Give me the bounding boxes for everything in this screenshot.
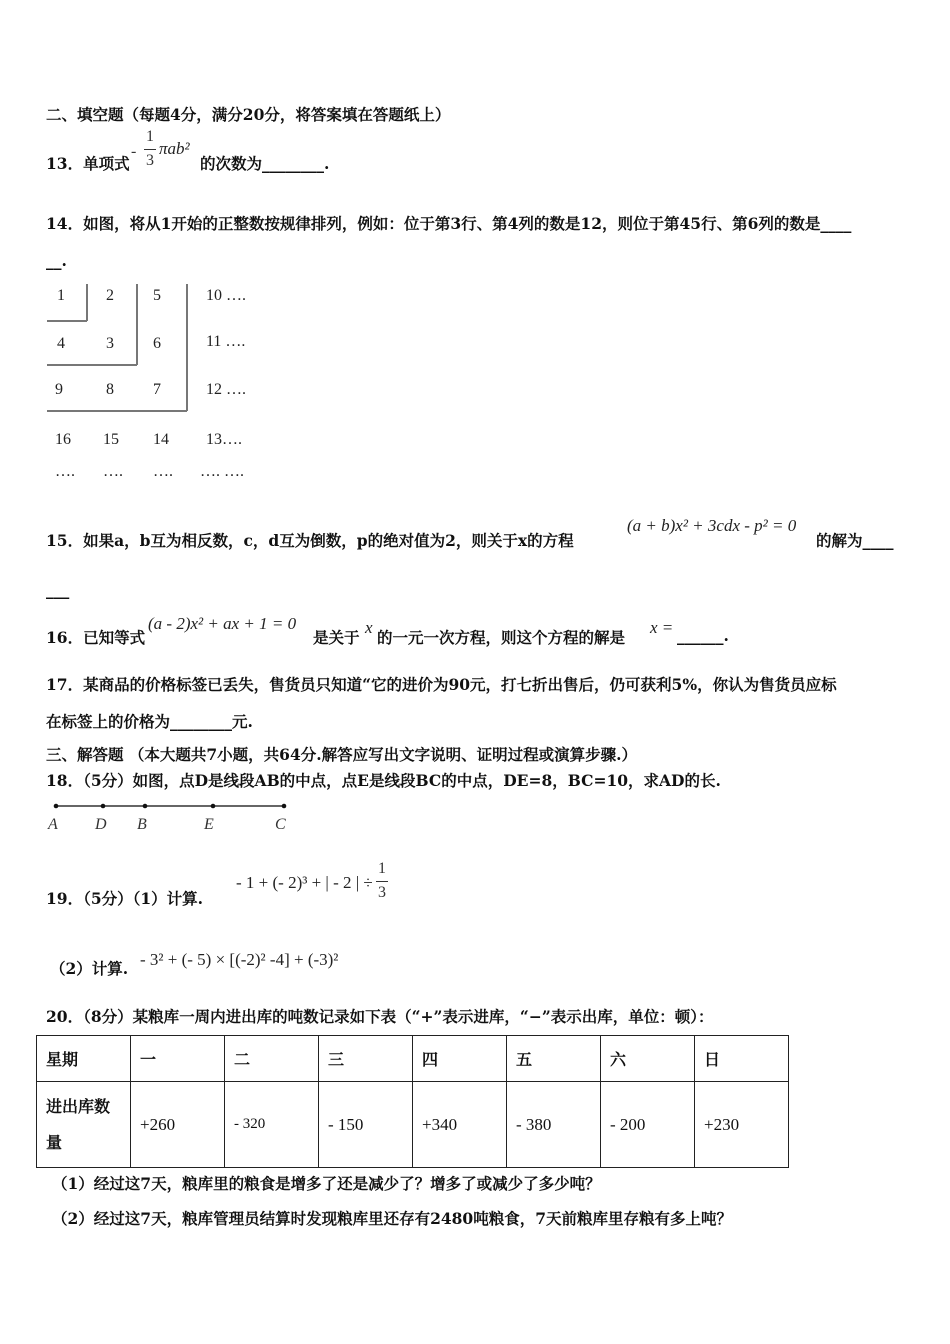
table-header-cell: 四 xyxy=(413,1036,507,1082)
q14-line2: __. xyxy=(46,251,67,270)
q13-prefix: 13．单项式 xyxy=(46,154,130,173)
grid-cell: 2 xyxy=(106,287,114,304)
q20-sub2: （2）经过这7天，粮库管理员结算时发现粮库里还存有2480吨粮食，7天前粮库里存粮有多上吨？ xyxy=(52,1209,732,1228)
q20-table xyxy=(36,1035,789,1168)
q19-part2: （2）计算. xyxy=(50,959,129,978)
point-c xyxy=(282,804,287,809)
row-label-line1: 进出库数 xyxy=(46,1096,111,1116)
table-row xyxy=(37,1082,789,1168)
table-cell: - 380 xyxy=(507,1082,601,1168)
table-header-cell: 日 xyxy=(695,1036,789,1082)
label-a: A xyxy=(48,816,58,833)
table-header-cell: 二 xyxy=(225,1036,319,1082)
grid-line-3h xyxy=(47,410,187,412)
grid-cell: 5 xyxy=(153,287,161,304)
q16-prefix: 16．已知等式 xyxy=(46,628,146,647)
q14-line1: 14．如图，将从1开始的正整数按规律排列，例如：位于第3行、第4列的数是12，则位于第45行、第6列的数是____ xyxy=(46,214,852,233)
q13-coef-num: 1 xyxy=(146,128,154,145)
q18-segment-figure xyxy=(44,797,304,837)
table-header-cell: 三 xyxy=(319,1036,413,1082)
grid-cell: 15 xyxy=(103,431,119,448)
q19-frac-bar xyxy=(376,881,388,882)
q13-term: πab² xyxy=(159,139,190,158)
point-e xyxy=(211,804,216,809)
grid-cell: …. xyxy=(55,463,75,480)
table-header-cell: 五 xyxy=(507,1036,601,1082)
grid-line-1v xyxy=(86,284,88,321)
table-cell: - 320 xyxy=(225,1082,319,1168)
grid-cell: …. …. xyxy=(200,463,244,480)
table-cell: +260 xyxy=(131,1082,225,1168)
grid-cell: 4 xyxy=(57,335,65,352)
q15-text: 15．如果a，b互为相反数，c，d互为倒数，p的绝对值为2，则关于x的方程 xyxy=(46,531,574,550)
grid-cell: 3 xyxy=(106,335,114,352)
q16-mid2: 的一元一次方程，则这个方程的解是 xyxy=(377,628,626,647)
q19-part1: 19．（5分）（1）计算. xyxy=(46,889,204,908)
q20-text: 20．（8分）某粮库一周内进出库的吨数记录如下表（“+”表示进库，“−”表示出库，单位：顿）： xyxy=(46,1007,714,1026)
table-cell: +340 xyxy=(413,1082,507,1168)
table-header-cell: 一 xyxy=(131,1036,225,1082)
table-header-cell: 星期 xyxy=(37,1036,131,1082)
grid-line-2v xyxy=(136,284,138,365)
table-row-label xyxy=(37,1082,131,1168)
grid-line-3v xyxy=(186,284,188,411)
label-e: E xyxy=(204,816,214,833)
q13-coef-sign: - xyxy=(131,143,137,160)
grid-cell: 10 …. xyxy=(206,287,246,304)
grid-cell: 13…. xyxy=(206,431,242,448)
q15-cont: ___ xyxy=(46,580,70,599)
table-cell: +230 xyxy=(695,1082,789,1168)
q19-div-den: 3 xyxy=(378,884,386,901)
grid-cell: 16 xyxy=(55,431,71,448)
point-a xyxy=(54,804,59,809)
section-3-title: 三、解答题 （本大题共7小题，共64分.解答应写出文字说明、证明过程或演算步骤.） xyxy=(46,745,638,764)
q16-suffix: ______. xyxy=(677,626,729,645)
q19-expr2: - 3² + (- 5) × [(-2)² -4] + (-3)² xyxy=(140,950,339,969)
grid-line-2h xyxy=(47,364,137,366)
point-d xyxy=(101,804,106,809)
table-cell: - 200 xyxy=(601,1082,695,1168)
table-header-row xyxy=(37,1036,789,1082)
point-b xyxy=(143,804,148,809)
grid-cell: 14 xyxy=(153,431,169,448)
q19-div-num: 1 xyxy=(378,860,386,877)
q13-coef-den: 3 xyxy=(146,152,154,169)
q18-text: 18．（5分）如图，点D是线段AB的中点，点E是线段BC的中点，DE=8，BC=10，求AD的长. xyxy=(46,771,721,790)
q16-answer-var: x = xyxy=(650,618,674,637)
q17-line1: 17．某商品的价格标签已丢失，售货员只知道“它的进价为90元，打七折出售后，仍可获利5%，你认为售货员应标 xyxy=(46,675,837,694)
q19-expr1: - 1 + (- 2)³ + | - 2 | ÷ xyxy=(236,873,373,892)
label-d: D xyxy=(95,816,107,833)
grid-cell: 11 …. xyxy=(206,333,246,350)
grid-cell: 1 xyxy=(57,287,65,304)
grid-line-1h xyxy=(47,320,87,322)
q13-frac-bar xyxy=(144,149,156,150)
q15-equation: (a + b)x² + 3cdx - p² = 0 xyxy=(627,516,797,535)
grid-cell: 6 xyxy=(153,335,161,352)
table-header-cell: 六 xyxy=(601,1036,695,1082)
grid-cell: 7 xyxy=(153,381,161,398)
grid-cell: 12 …. xyxy=(206,381,246,398)
section-2-title: 二、填空题（每题4分，满分20分，将答案填在答题纸上） xyxy=(46,105,451,124)
grid-cell: 8 xyxy=(106,381,114,398)
label-b: B xyxy=(137,816,147,833)
q16-var: x xyxy=(365,618,373,637)
row-label-line2: 量 xyxy=(46,1132,63,1152)
label-c: C xyxy=(275,816,286,833)
grid-cell: …. xyxy=(103,463,123,480)
q13-suffix: 的次数为________. xyxy=(200,154,330,173)
q15-suffix: 的解为____ xyxy=(816,531,894,550)
q16-mid: 是关于 xyxy=(313,628,360,647)
q16-equation: (a - 2)x² + ax + 1 = 0 xyxy=(148,614,297,633)
table-cell: - 150 xyxy=(319,1082,413,1168)
q20-sub1: （1）经过这7天，粮库里的粮食是增多了还是减少了？增多了或减少了多少吨？ xyxy=(52,1174,601,1193)
grid-cell: 9 xyxy=(55,381,63,398)
q17-line2: 在标签上的价格为________元. xyxy=(46,712,253,731)
grid-cell: …. xyxy=(153,463,173,480)
